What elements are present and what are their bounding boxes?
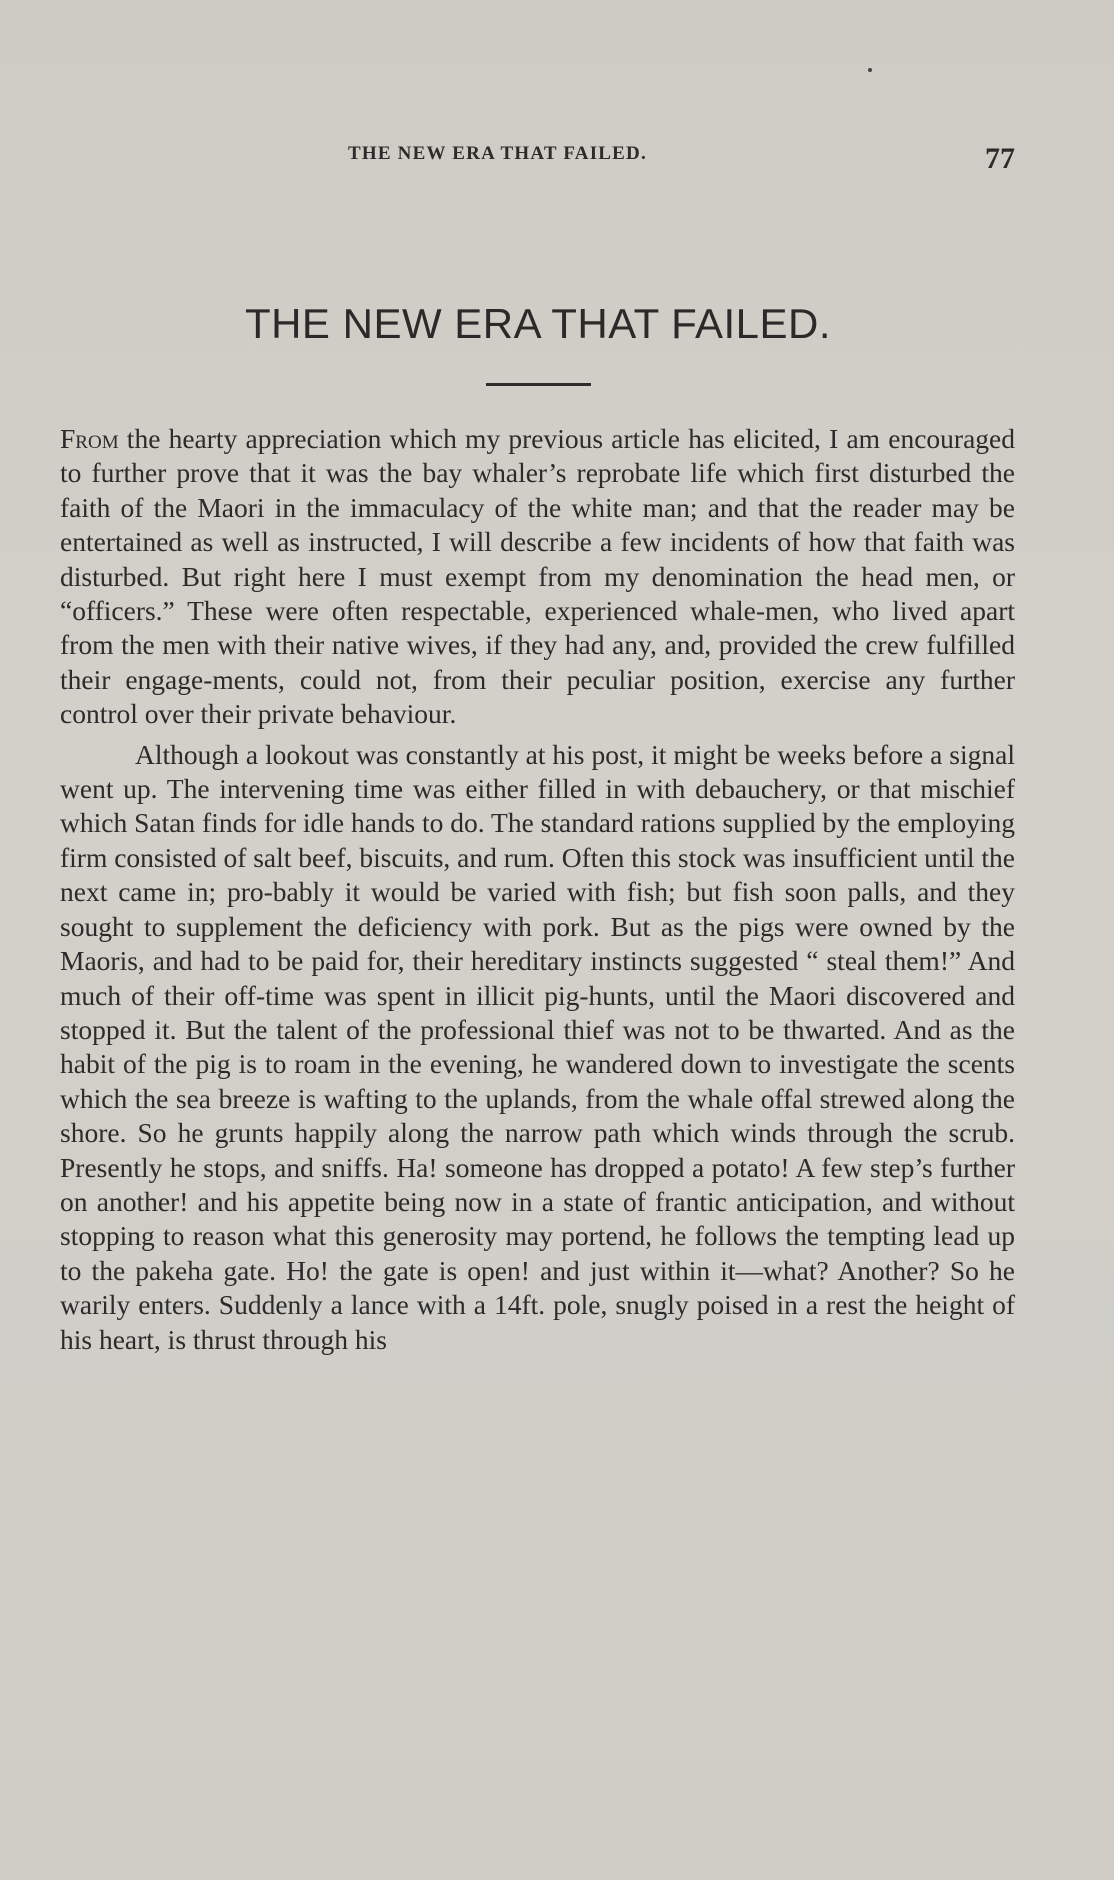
paragraph-lead-word: From bbox=[60, 423, 119, 454]
chapter-title bbox=[0, 300, 1076, 348]
paragraph-2: Although a lookout was constantly at his post, it might be weeks before a signal went up. The intervening time was either filled in with debauchery, or that mischief which Satan finds for idle hands to do. The standard rations supplied by the employing firm consisted of salt beef, biscuits, and rum. Often this stock was insufficient until the next came in; pro-bably it would be varied with fish; but fish soon palls, and they sought to supplement the deficiency with pork. But as the pigs were owned by the Maoris, and had to be paid for, their hereditary instincts suggested “ steal them!” And much of their off-time was spent in illicit pig-hunts, until the Maori discovered and stopped it. But the talent of the professional thief was not to be thwarted. And as the habit of the pig is to roam in the evening, he wandered down to investigate the scents which the sea breeze is wafting to the uplands, from the whale offal strewed along the shore. So he grunts happily along the narrow path which winds through the scrub. Presently he stops, and sniffs. Ha! someone has dropped a potato! A few step’s further on another! and his appetite being now in a state of frantic anticipation, and without stopping to reason what this generosity may portend, he follows the tempting lead up to the pakeha gate. Ho! the gate is open! and just within it—what? Another? So he warily enters. Suddenly a lance with a 14ft. pole, snugly poised in a rest the height of his heart, is thrust through his bbox=[60, 738, 1015, 1355]
chapter-title-text: THE NEW ERA THAT FAILED. bbox=[244, 300, 832, 347]
running-head: THE NEW ERA THAT FAILED. bbox=[348, 143, 647, 164]
paper-speck bbox=[868, 68, 872, 72]
title-rule bbox=[486, 383, 591, 386]
paragraph-1-text: the hearty appreciation which my previous article has elicited, I am encouraged to further prove that it was the bay whaler’s reprobate life which first disturbed the faith of the Maori in the immaculacy of the white man; and that the reader may be entertained as well as instructed, I will describe a few incidents of how that faith was disturbed. But right here I must exempt from my denomination the head men, or “officers.” These were often respectable, experienced whale-men, who lived apart from the men with their native wives, if they had any, and, provided the crew fulfilled their engage-ments, could not, from their peculiar position, exercise any further control over their private behaviour. bbox=[60, 423, 1015, 730]
paragraph-1 bbox=[60, 422, 1015, 732]
body-text bbox=[60, 422, 1015, 1357]
page-number: 77 bbox=[985, 142, 1015, 175]
